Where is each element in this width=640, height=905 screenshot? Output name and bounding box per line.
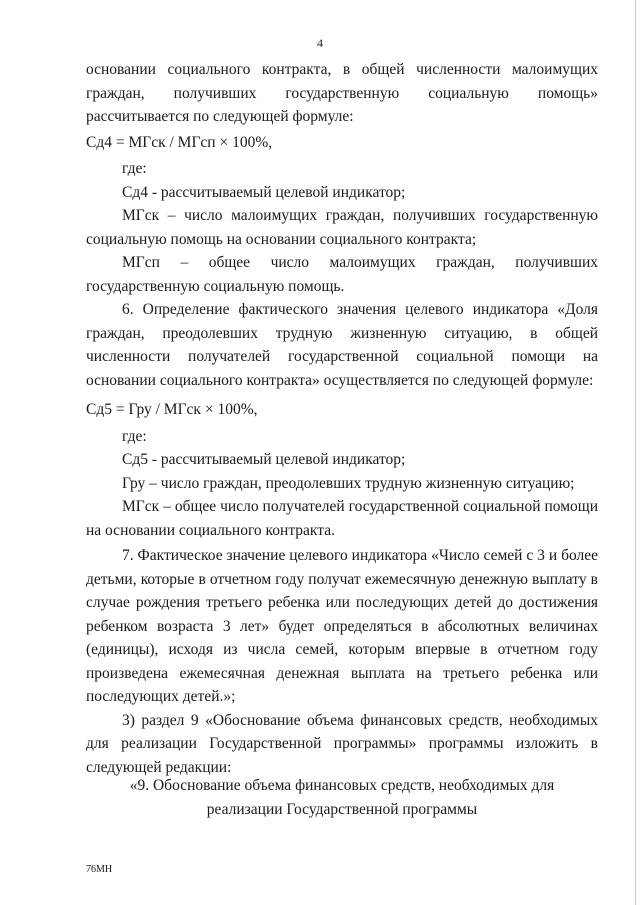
definition-sd5: Сд5 - рассчитываемый целевой индикатор; — [122, 451, 406, 468]
formula-sd5: Сд5 = Гру / МГск × 100%, — [86, 401, 258, 418]
section-heading-line-2: реализации Государственной программы — [206, 800, 478, 818]
footer-code: 76МН — [86, 864, 113, 875]
paragraph-item-7: 7. Фактическое значение целевого индикатора «Число семей с 3 и более детьми, которые в отчетном году получат ежемесячную денежную выплату в случае рождения третьего ребенка или последующих детей до достижения ребенком возраста 3 лет» будет определяться в абсолютных величинах (единицы), исходя из числа семей, которым впервые в отчетном году произведена ежемесячная денежная выплата на третьего ребенка или последующих детей.»; — [86, 547, 598, 705]
definition-mgsp: МГсп – общее число малоимущих граждан, получивших государственную социальную помощь. — [86, 254, 598, 295]
formula-sd4: Сд4 = МГск / МГсп × 100%, — [86, 133, 273, 151]
definition-mgsk-2: МГск – общее число получателей государственной социальной помощи на основании социального контракта. — [86, 498, 598, 539]
definition-sd4: Сд4 - рассчитываемый целевой индикатор; — [122, 183, 406, 201]
definition-gru: Гру – число граждан, преодолевших трудную жизненную ситуацию; — [122, 474, 575, 492]
section-heading-line-1: «9. Обоснование объема финансовых средств, необходимых для — [129, 777, 555, 794]
paragraph-item-6: 6. Определение фактического значения целевого индикатора «Доля граждан, преодолевших трудную жизненную ситуацию, в общей численности получателей государственной социальной помощи на основании социального контракта» осуществляется по следующей формуле: — [86, 301, 598, 389]
section-heading — [86, 774, 598, 821]
where-label: где: — [122, 160, 147, 177]
where-label: где: — [122, 427, 147, 445]
paragraph-continuation: основании социального контракта, в общей численности малоимущих граждан, получивших государственную социальную помощь» рассчитывается по следующей формуле: — [86, 61, 598, 125]
page-number: 4 — [317, 36, 323, 50]
page-edge-line — [635, 0, 636, 905]
definition-mgsk: МГск – число малоимущих граждан, получивших государственную социальную помощь на основании социального контракта; — [86, 207, 598, 248]
paragraph-subitem-3: 3) раздел 9 «Обоснование объема финансовых средств, необходимых для реализации Государственной программы» программы изложить в следующей редакции: — [86, 711, 598, 776]
document-body — [86, 58, 598, 779]
